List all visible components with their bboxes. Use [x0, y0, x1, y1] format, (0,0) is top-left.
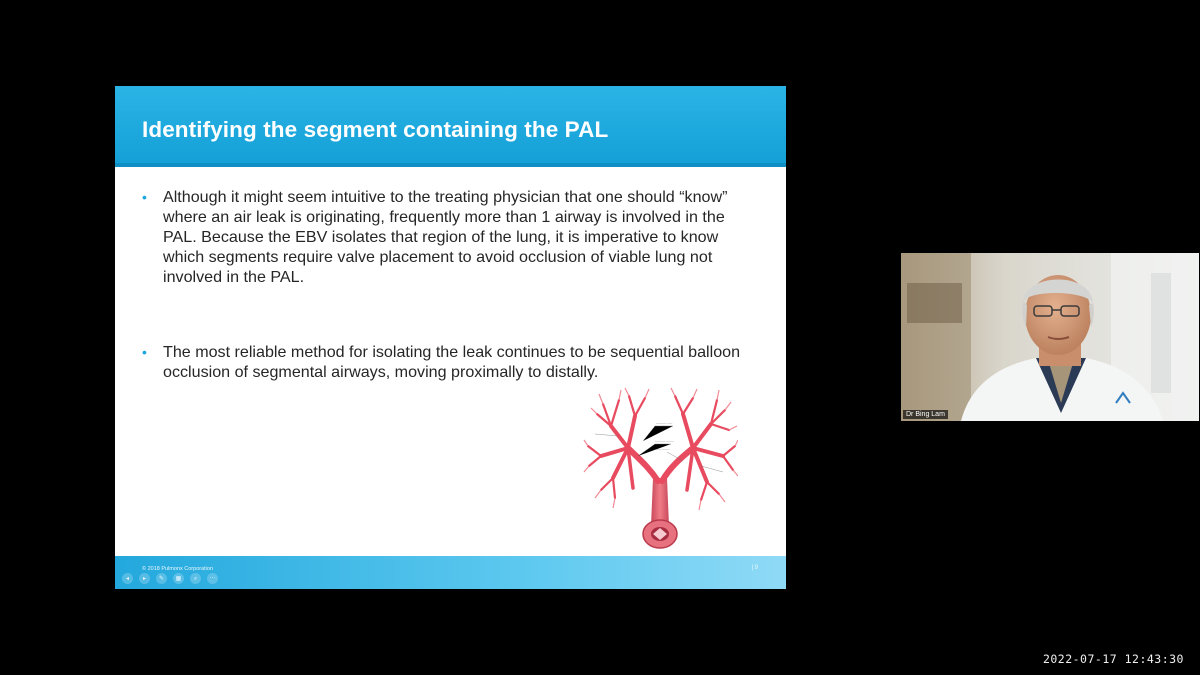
speaker-video-feed	[901, 253, 1199, 421]
diagram-label: ———— ———	[655, 440, 674, 443]
bullet-text: Although it might seem intuitive to the treating physician that one should “know” where an air leak is originating, frequently more than 1 airway is involved in the PAL. Because the EBV isolates that region of the lung, it is imperative to know which segments require valve placement to avoid occlusion of viable lung not involved in the PAL.	[163, 188, 728, 286]
diagram-label: ——— ———	[653, 448, 670, 451]
recording-timestamp: 2022-07-17 12:43:30	[1042, 652, 1184, 666]
slide-header	[115, 86, 786, 167]
bullet-list	[142, 187, 752, 382]
more-icon[interactable]: ···	[207, 573, 218, 584]
bullet-item	[142, 187, 752, 287]
presentation-slide	[115, 86, 786, 589]
bullet-dot-icon: •	[142, 189, 147, 205]
slideshow-controls	[122, 573, 218, 584]
pen-icon[interactable]: ✎	[156, 573, 167, 584]
grid-icon[interactable]: ▦	[173, 573, 184, 584]
slide-footer	[115, 556, 786, 589]
speaker-name-label: Dr Bing Lam	[903, 410, 948, 419]
copyright-text: © 2018 Pulmonx Corporation	[142, 566, 214, 572]
page-number: | 9	[751, 565, 758, 571]
zoom-icon[interactable]: ⌕	[190, 573, 201, 584]
bullet-text: The most reliable method for isolating the leak continues to be sequential balloon occlusion of segmental airways, moving proximally to distally.	[163, 343, 741, 381]
bullet-dot-icon: •	[142, 344, 147, 360]
next-icon[interactable]: ▸	[139, 573, 150, 584]
bronchial-tree-diagram	[583, 386, 738, 552]
diagram-label: ———— ——	[656, 422, 673, 425]
participant-video-tile[interactable]	[901, 253, 1199, 421]
trachea-shape	[651, 478, 669, 526]
bullet-item	[142, 342, 752, 382]
previous-icon[interactable]: ◂	[122, 573, 133, 584]
slide-title: Identifying the segment containing the PAL	[142, 117, 609, 142]
